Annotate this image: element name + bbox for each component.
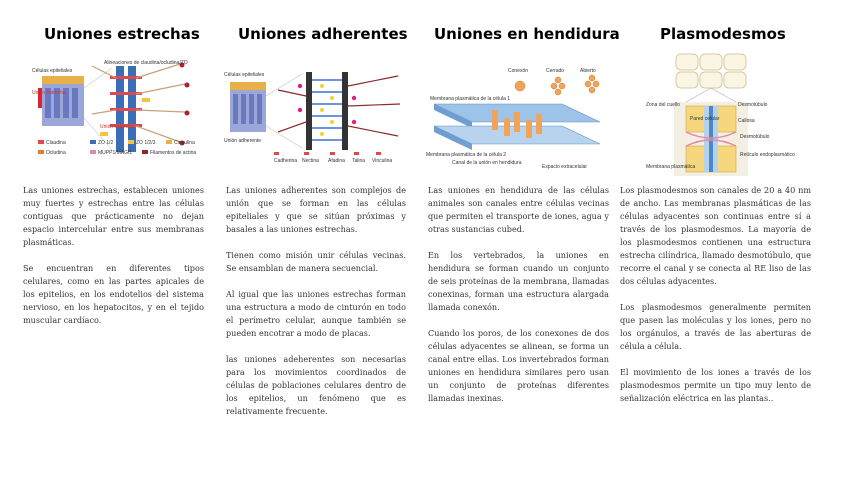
- paragraph: En los vertebrados, la uniones en hendidura se forman cuando un conjunto de seis proteínas de la membrana, llamadas conexinas, forman una estructura alargada llamada conexón.: [428, 250, 609, 312]
- text-plasmodesmos: [620, 184, 811, 418]
- label-alineaciones: Alineaciones de claudina/ocludina/ZO: [104, 60, 188, 66]
- label-zona-cuello: Zona del cuello: [646, 102, 680, 108]
- label-union-adherente: Unión adherente: [224, 138, 261, 144]
- figure-uniones-estrechas: [30, 58, 208, 166]
- paragraph: las uniones adeherentes son necesarias para los movimientos coordinados de células de poblaciones celulares dentro de los epitelios, un fenómeno que es relativamente frecuente.: [226, 354, 406, 416]
- figure-uniones-hendidura: [422, 60, 612, 170]
- label-union: Unión estrecha: [32, 90, 66, 96]
- label-cadherina: Cadherina: [274, 158, 298, 164]
- label-conexon: Conexón: [508, 68, 529, 74]
- label-afadina: Afadina: [328, 158, 345, 164]
- paragraph: Se encuentran en diferentes tipos celulares, como en las partes apicales de los epitelios, en los endotelios del sistema nervioso, en los hepatocitos, y en el tejido muscular cardíaco.: [23, 263, 204, 325]
- label-talina: Talina: [352, 158, 366, 164]
- label-cerrado: Cerrado: [546, 68, 565, 74]
- label-canal: Canal de la unión en hendidura: [452, 160, 522, 166]
- label-espacio: Espacio extracelular: [542, 164, 588, 170]
- text-uniones-hendidura: [428, 184, 609, 418]
- label-celulas: Células epiteliales: [224, 72, 265, 78]
- figure-uniones-adherentes: [222, 66, 408, 166]
- legend-ocludina: Ocludina: [46, 150, 66, 156]
- paragraph: Las uniones en hendidura de las células animales son canales entre células vecinas que permiten el transporte de iones, agua y otras sustancias cubed.: [428, 185, 609, 234]
- legend-zo12: ZO 1/2: [98, 140, 114, 146]
- label-right-1: Desmotúbulo: [738, 102, 768, 108]
- label-union-bottom: Unión estrecha: [100, 124, 134, 130]
- paragraph: Los plasmodesmos son canales de 20 a 40 nm de ancho. Las membranas plasmáticas de las células adyacentes son continuas entre sí a través de los plasmodesmos. La mayoría de los plasmodesmos contienen una estructura estrecha cilíndrica, llamado desmotúbulo, que recorre el canal y se conecta al RE liso de las dos células adyacentes.: [620, 185, 811, 286]
- title-uniones-estrechas: Uniones estrechas: [44, 25, 200, 43]
- paragraph: Cuando los poros, de los conexones de dos células adyacentes se alinean, se forma un canal entre ellas. Los invertebrados forman uniones en hendidura similares pero usan un conjunto de proteínas diferentes llamadas inexinas.: [428, 328, 609, 403]
- label-celulas: Células epiteliales: [32, 68, 73, 74]
- legend-zo123: ZO 1/2/3: [136, 140, 156, 146]
- paragraph: Tienen como misión unir células vecinas. Se ensamblan de manera secuencial.: [226, 250, 406, 273]
- text-uniones-estrechas: [23, 184, 204, 340]
- paragraph: Los plasmodesmos generalmente permiten que pasen las moléculas y los iones, pero no los orgánulos, a través de las aberturas de célula a célula.: [620, 302, 811, 351]
- paragraph: Las uniones adherentes son complejos de unión que se forman en las células epiteliales y que se sitúan próximas y basales a las uniones estrechas.: [226, 185, 406, 234]
- label-membrana-1: Membrana plasmática de la célula 1: [430, 96, 511, 102]
- text-uniones-adherentes: [226, 184, 406, 431]
- label-reticulo: Retículo endoplasmático: [740, 152, 795, 158]
- label-membrana-plasmatica: Membrana plasmática: [646, 164, 696, 170]
- label-callosa: Callosa: [738, 118, 755, 124]
- legend-mupp1: MUPP1/MAGI1: [98, 150, 133, 156]
- label-nectina: Nectina: [302, 158, 319, 164]
- label-pared-celular-center: Pared celular: [690, 116, 720, 122]
- legend-claudina: Claudina: [46, 140, 66, 146]
- legend-actina: Filamentos de actina: [150, 150, 197, 156]
- label-membrana-2: Membrana plasmática de la célula 2: [426, 152, 507, 158]
- paragraph: Al igual que las uniones estrechas forman una estructura a modo de cinturón en todo el perímetro celular, aunque también se pueden encotrar a modo de placas.: [226, 289, 406, 338]
- figure-plasmodesmos: [646, 50, 795, 178]
- title-uniones-adherentes: Uniones adherentes: [238, 25, 408, 43]
- paragraph: Las uniones estrechas, establecen uniones muy fuertes y estrechas entre las células contiguas que prácticamente no dejan espacio intercelular entre sus membranas plasmáticas.: [23, 185, 204, 247]
- label-abierto: Abierto: [580, 68, 596, 74]
- legend-cingulina: Cingulina: [174, 140, 195, 146]
- title-uniones-hendidura: Uniones en hendidura: [434, 25, 620, 43]
- label-vinculina: Vinculina: [372, 158, 393, 164]
- label-desmotubulo: Desmotúbulo: [740, 134, 770, 140]
- title-plasmodesmos: Plasmodesmos: [660, 25, 786, 43]
- paragraph: El movimiento de los iones a través de los plasmodesmos permite un tipo muy lento de señalización eléctrica en las plantas..: [620, 367, 811, 403]
